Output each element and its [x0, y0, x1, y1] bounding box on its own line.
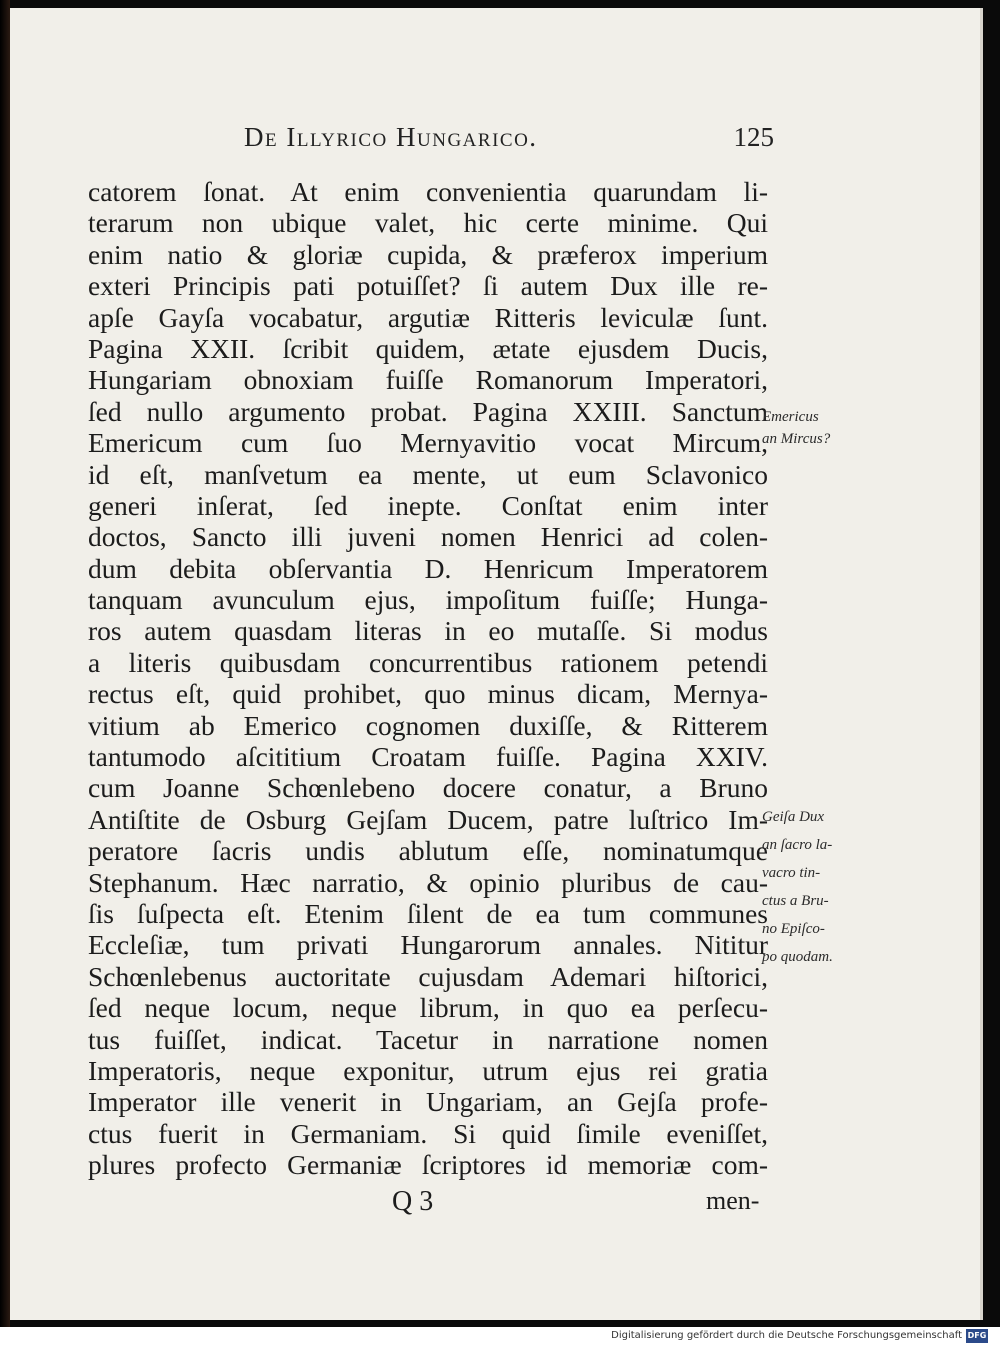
text-line: Eccleſiæ, tum privati Hungarorum annales. Nititur	[88, 929, 768, 961]
margin-note: ctus a Bru-	[762, 893, 829, 909]
text-line: Pagina XXII. ſcribit quidem, ætate ejusdem Ducis,	[88, 332, 768, 364]
text-line: dum debita obſervantia D. Henricum Imperatorem	[88, 552, 768, 584]
body-text	[88, 176, 768, 1181]
margin-note: vacro tin-	[762, 865, 821, 881]
text-line: Imperatoris, neque exponitur, utrum ejus rei gratia	[88, 1054, 768, 1086]
text-line: Antiſtite de Osburg Gejſam Ducem, patre luſtrico Im-	[88, 803, 768, 835]
text-line: tanquam avunculum ejus, impoſitum fuiſſe; Hunga-	[88, 584, 768, 616]
running-title: De Illyrico Hungarico.	[244, 122, 538, 152]
text-line: Stephanum. Hæc narratio, & opinio pluribus de cau-	[88, 866, 768, 898]
text-line: tus fuiſſet, indicat. Tacetur in narratione nomen	[88, 1023, 768, 1055]
text-line: ctus fuerit in Germaniam. Si quid ſimile eveniſſet,	[88, 1117, 768, 1149]
text-line: id eſt, manſvetum ea mente, ut eum Sclavonico	[88, 458, 768, 490]
text-line: exteri Principis pati potuiſſet? ſi autem Dux ille re-	[88, 270, 768, 302]
margin-note: an ſacro la-	[762, 837, 833, 853]
signature-mark: Q 3	[392, 1186, 434, 1217]
text-line: rectus eſt, quid prohibet, quo minus dicam, Mernya-	[88, 678, 768, 710]
text-line: generi inſerat, ſed inepte. Conſtat enim inter	[88, 489, 768, 521]
dfg-logo: DFG	[966, 1329, 988, 1343]
text-line: plures profecto Germaniæ ſcriptores id memoriæ com-	[88, 1149, 768, 1181]
margin-note: po quodam.	[762, 949, 833, 965]
margin-note: an Mircus?	[762, 431, 831, 447]
text-line: terarum non ubique valet, hic certe minime. Qui	[88, 207, 768, 239]
margin-note: Emericus	[762, 409, 819, 425]
text-line: tantumodo aſcititium Croatam fuiſſe. Pagina XXIV.	[88, 741, 768, 773]
text-line: Hungariam obnoxiam fuiſſe Romanorum Imperatori,	[88, 364, 768, 396]
text-line: a literis quibusdam concurrentibus rationem petendi	[88, 646, 768, 678]
text-line: Emericum cum ſuo Mernyavitio vocat Mircum,	[88, 427, 768, 459]
binding-edge	[0, 0, 10, 1327]
text-line: ros autem quasdam literas in eo mutaſſe. Si modus	[88, 615, 768, 647]
text-line: Imperator ille venerit in Ungariam, an Gejſa profe-	[88, 1086, 768, 1118]
digitization-footer	[0, 1327, 1000, 1348]
text-line: apſe Gayſa vocabatur, argutiæ Ritteris leviculæ ſunt.	[88, 301, 768, 333]
text-line: enim natio & gloriæ cupida, & præferox imperium	[88, 238, 768, 270]
text-line: ſed nullo argumento probat. Pagina XXIII. Sanctum	[88, 395, 768, 427]
margin-note: no Epiſco-	[762, 921, 825, 937]
text-line: ſed neque locum, neque librum, in quo ea perſecu-	[88, 992, 768, 1024]
funding-credit: Digitalisierung gefördert durch die Deutsche Forschungsgemeinschaft	[611, 1330, 962, 1341]
text-line: doctos, Sancto illi juveni nomen Henrici ad colen-	[88, 521, 768, 553]
catchword: men-	[706, 1186, 760, 1215]
text-line: ſis ſuſpecta eſt. Etenim ſilent de ea tum communes	[88, 897, 768, 929]
text-line: Schœnlebenus auctoritate cujusdam Ademari hiſtorici,	[88, 960, 768, 992]
page-number: 125	[733, 122, 774, 152]
text-line: cum Joanne Schœnlebeno docere conatur, a Bruno	[88, 772, 768, 804]
running-header	[244, 122, 774, 162]
text-line: catorem ſonat. At enim convenientia quarundam li-	[88, 176, 768, 207]
margin-note: Geiſa Dux	[762, 809, 825, 825]
text-line: vitium ab Emerico cognomen duxiſſe, & Ritterem	[88, 709, 768, 741]
text-line: peratore ſacris undis ablutum eſſe, nominatumque	[88, 835, 768, 867]
